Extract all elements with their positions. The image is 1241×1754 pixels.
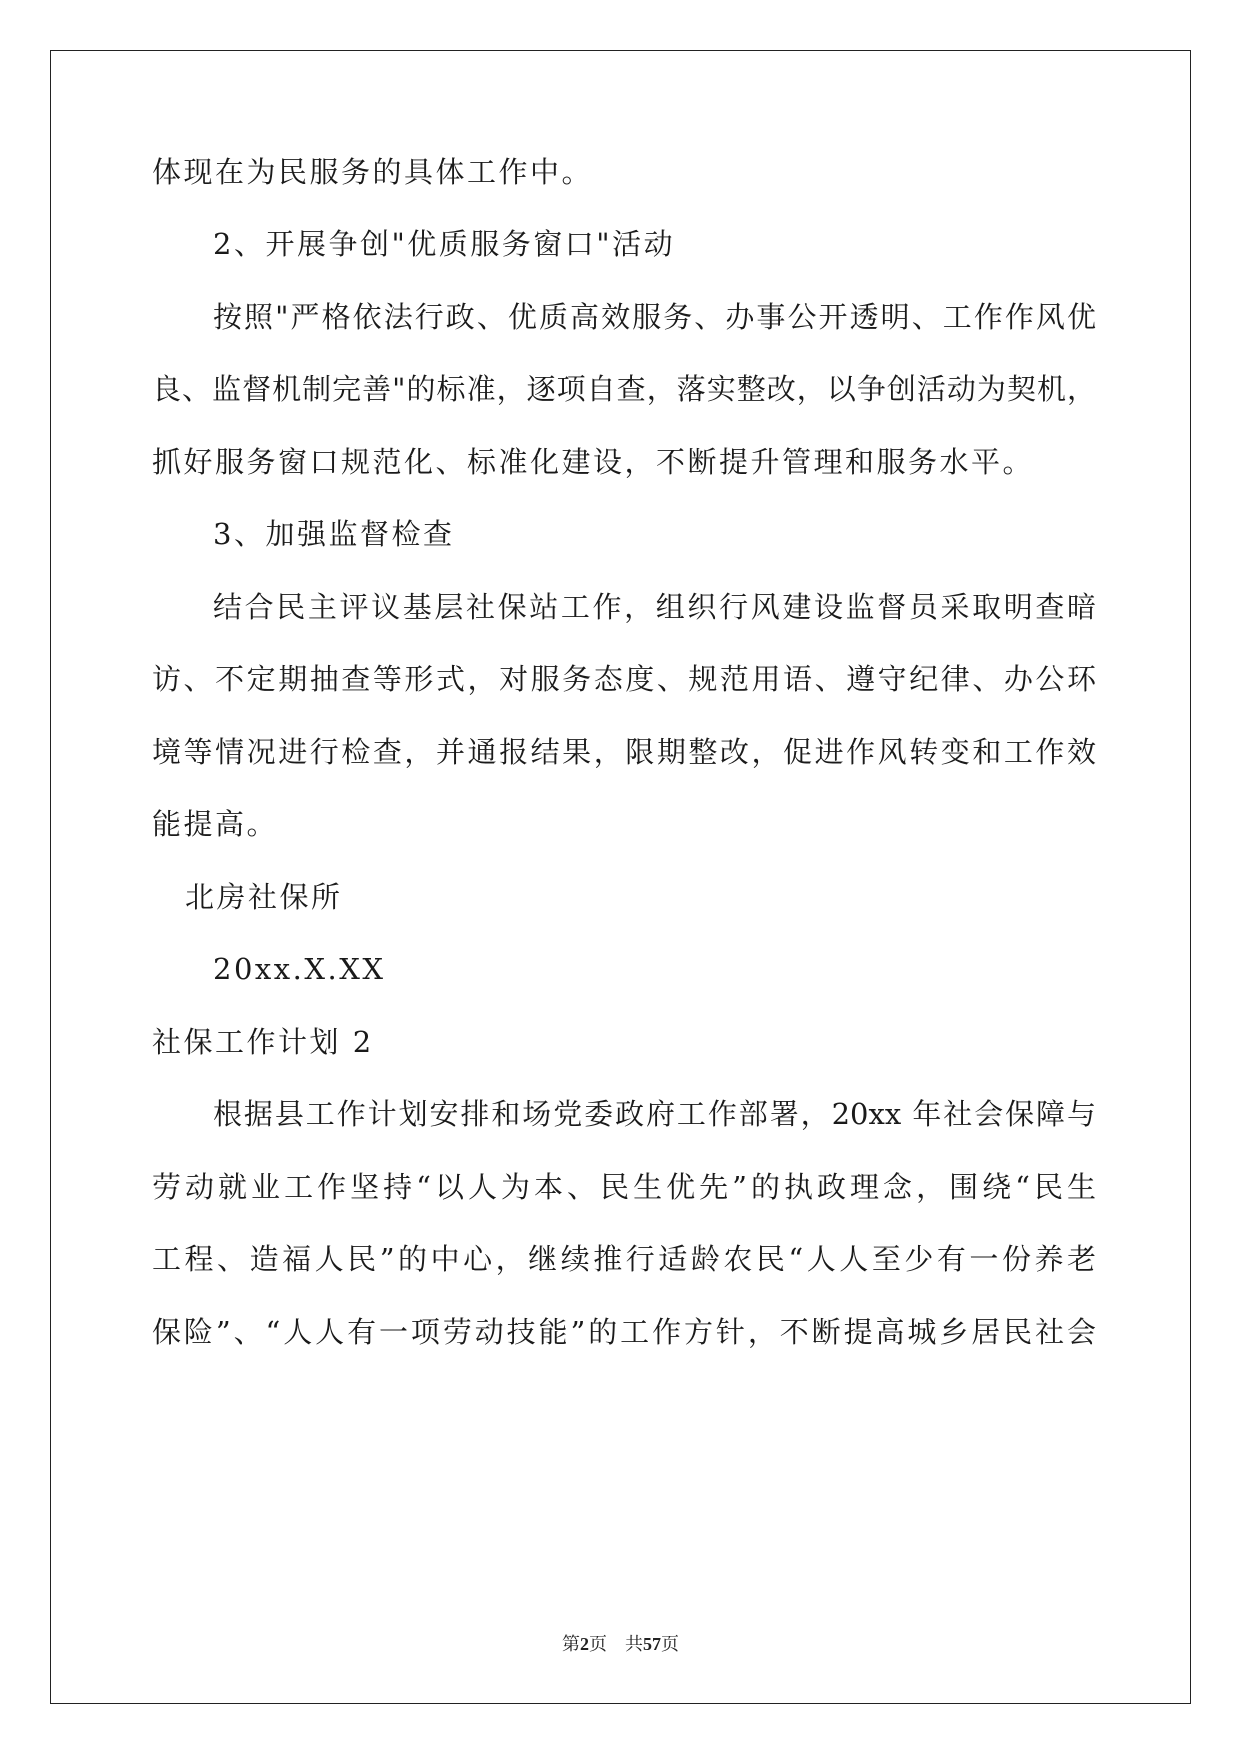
body-text-line: 访、不定期抽查等形式，对服务态度、规范用语、遵守纪律、办公环 — [152, 662, 1096, 696]
body-text-line: 保险”、“人人有一项劳动技能”的工作方针，不断提高城乡居民社会 — [152, 1315, 1096, 1349]
body-text-line: 根据县工作计划安排和场党委政府工作部署，20xx 年社会保障与 — [213, 1097, 1096, 1131]
page-number: 2 — [580, 1634, 589, 1654]
body-text-line: 结合民主评议基层社保站工作，组织行风建设监督员采取明查暗 — [213, 590, 1096, 624]
signature-org: 北房社保所 — [185, 880, 343, 914]
body-text-line: 能提高。 — [152, 807, 279, 841]
page-prefix: 第 — [562, 1634, 580, 1654]
body-text-line: 劳动就业工作坚持“以人为本、民生优先”的执政理念，围绕“民生 — [152, 1170, 1096, 1204]
total-pages: 57 — [643, 1634, 661, 1654]
body-text-line: 工程、造福人民”的中心，继续推行适龄农民“人人至少有一份养老 — [152, 1242, 1096, 1276]
signature-date: 20xx.X.XX — [213, 952, 386, 986]
body-text-line: 良、监督机制完善"的标准，逐项自查，落实整改，以争创活动为契机， — [152, 372, 1096, 406]
total-unit: 页 — [661, 1634, 679, 1654]
section-heading: 3、加强监督检查 — [213, 517, 455, 551]
section-heading: 2、开展争创"优质服务窗口"活动 — [213, 227, 676, 261]
page-unit: 页 — [589, 1634, 607, 1654]
body-text-line: 体现在为民服务的具体工作中。 — [152, 155, 594, 189]
body-text-line: 境等情况进行检查，并通报结果，限期整改，促进作风转变和工作效 — [152, 735, 1096, 769]
total-prefix: 共 — [625, 1634, 643, 1654]
page-footer — [0, 1630, 1241, 1656]
body-text-line: 抓好服务窗口规范化、标准化建设，不断提升管理和服务水平。 — [152, 445, 1035, 479]
document-title: 社保工作计划 2 — [152, 1025, 374, 1059]
body-text-line: 按照"严格依法行政、优质高效服务、办事公开透明、工作作风优 — [213, 300, 1096, 334]
